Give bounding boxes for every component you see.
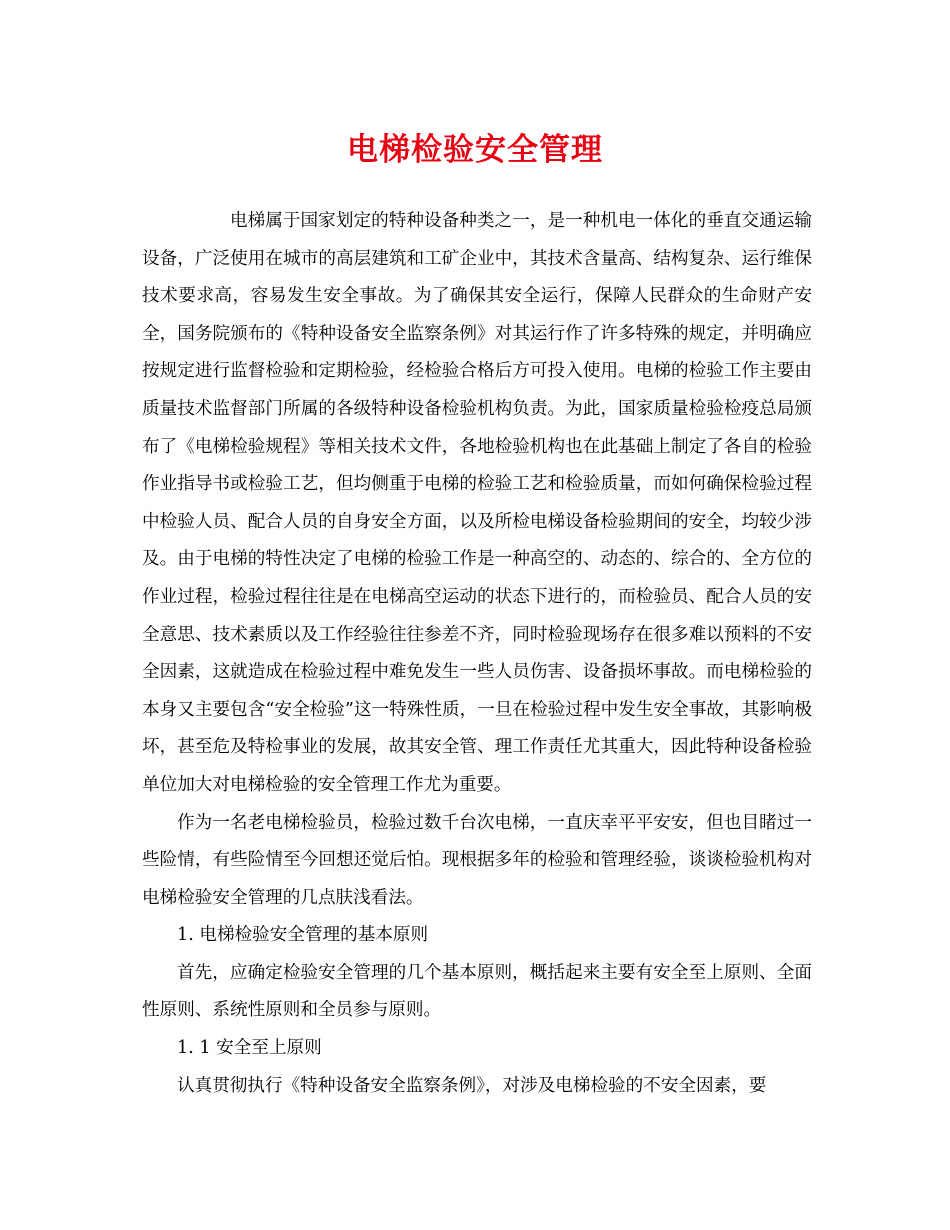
section-heading-1: 1. 电梯检验安全管理的基本原则 (177, 925, 429, 946)
document-body (142, 203, 812, 1105)
document-title: 电梯检验安全管理 (347, 132, 603, 168)
paragraph-safety-first: 认真贯彻执行《特种设备安全监察条例》，对涉及电梯检验的不安全因素，要 (177, 1075, 767, 1096)
paragraph-intro: 电梯属于国家划定的特种设备种类之一，是一种机电一体化的垂直交通运输设备，广泛使用在城市的高层建筑和工矿企业中，其技术含量高、结构复杂、运行维保技术要求高，容易发生安全事故。为了确保其安全运行，保障人民群众的生命财产安全，国务院颁布的《特种设备安全监察条例》对其运行作了许多特殊的规定，并明确应按规定进行监督检验和定期检验，经检验合格后方可投入使用。电梯的检验工作主要由质量技术监督部门所属的各级特种设备检验机构负责。为此，国家质量检验检疫总局颁布了《电梯检验规程》等相关技术文件，各地检验机构也在此基础上制定了各自的检验作业指导书或检验工艺，但均侧重于电梯的检验工艺和检验质量，而如何确保检验过程中检验人员、配合人员的自身安全方面，以及所检电梯设备检验期间的安全，均较少涉及。由于电梯的特性决定了电梯的检验工作是一种高空的、动态的、综合的、全方位的作业过程，检验过程往往是在电梯高空运动的状态下进行的，而检验员、配合人员的安全意思、技术素质以及工作经验往往参差不齐，同时检验现场存在很多难以预料的不安全因素，这就造成在检验过程中难免发生一些人员伤害、设备损坏事故。而电梯检验的本身又主要包含“安全检验”这一特殊性质，一旦在检验过程中发生安全事故，其影响极坏，甚至危及特检事业的发展，故其安全管、理工作责任尤其重大，因此特种设备检验单位加大对电梯检验的安全管理工作尤为重要。 (142, 211, 812, 795)
paragraph-author-note: 作为一名老电梯检验员，检验过数千台次电梯，一直庆幸平平安安，但也目睹过一些险情，有些险情至今回想还觉后怕。现根据多年的检验和管理经验，谈谈检验机构对电梯检验安全管理的几点肤浅看法。 (142, 812, 812, 908)
paragraph-principles: 首先，应确定检验安全管理的几个基本原则，概括起来主要有安全至上原则、全面性原则、系统性原则和全员参与原则。 (142, 962, 812, 1021)
section-heading-1-1: 1. 1 安全至上原则 (177, 1038, 322, 1059)
